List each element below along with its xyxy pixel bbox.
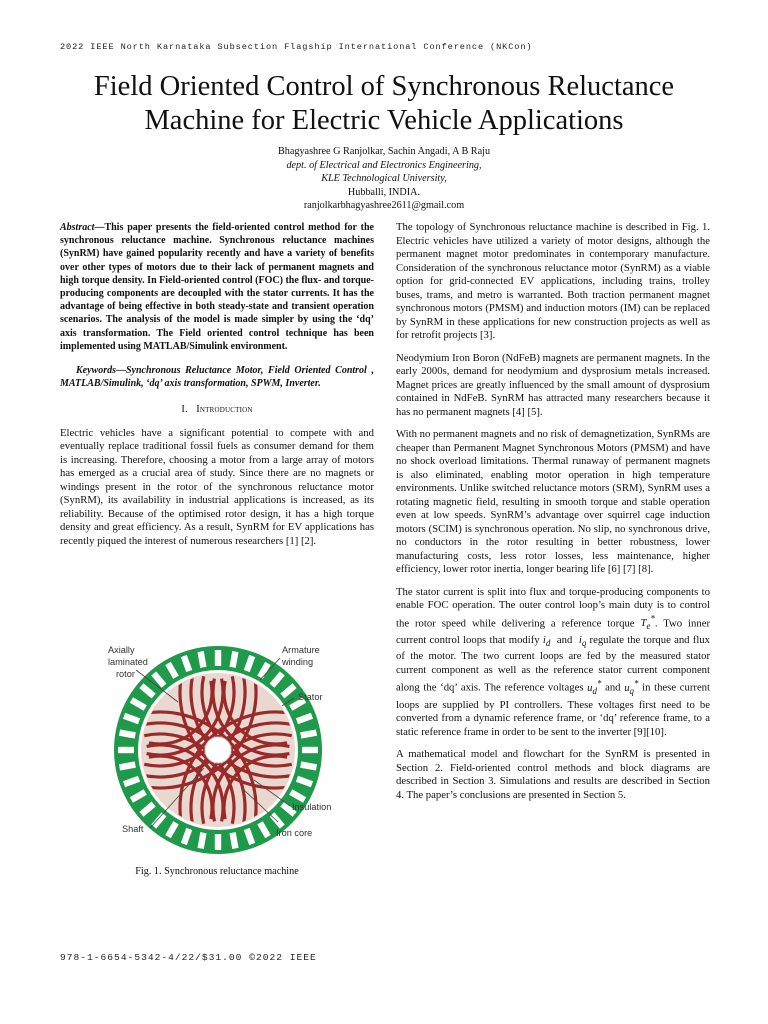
label-shaft: Shaft xyxy=(122,824,144,834)
abstract-label: Abstract xyxy=(60,222,95,233)
title-line-2: Machine for Electric Vehicle Applications xyxy=(144,105,624,136)
p4-and: and xyxy=(550,633,579,646)
label-insulation: Insulation xyxy=(292,802,332,812)
intro-paragraph-1: Electric vehicles have a significant potential to compete with and eventually replace traditional fossil fuels as consumer demand for them is increasing. Therefore, choosing a motor from a large array of motors has emerged as a crucial area of study. Since there are no magnets or windings present in the rotor of the synchronous reluctance motor (SynRM), its availability in industrial applications is increased, as its reliability. Because of the optimised rotor design, it has a high torque density and great efficiency. As a result, SynRM for EV applications has recently piqued the interest of numerous researchers [1] [2]. xyxy=(60,426,374,547)
right-paragraph-4 xyxy=(396,586,710,740)
stator-slot xyxy=(215,834,221,850)
symbol-ud: $u_d^*$ xyxy=(587,678,602,697)
right-paragraph-1: The topology of Synchronous reluctance machine is described in Fig. 1. Electric vehicles have utilized a variety of motor designs, although the permanent magnet motor predominates in contemporary manufacture. Consideration of the synchronous reluctance motor (SynRM) as a viable option for grid-connected EV applications, including trains, trolley buses, trams, and metro is warranted. Both traction permanent magnet synchronous motors (PMSM) and induction motors (IM) can be replaced by SynRM in these applications for new construction projects as well as for retrofit projects [3]. xyxy=(396,221,710,341)
synrm-diagram xyxy=(94,620,354,860)
label-winding: winding xyxy=(282,657,314,667)
figure-synrm xyxy=(94,620,354,860)
left-column xyxy=(60,221,374,557)
label-rotor: rotor xyxy=(116,669,135,679)
author-names: Bhagyashree G Ranjolkar, Sachin Angadi, A B Raju xyxy=(277,146,491,157)
figure-caption: Fig. 1. Synchronous reluctance machine xyxy=(135,866,299,877)
right-paragraph-3: With no permanent magnets and no risk of demagnetization, SynRMs are cheaper than Permanent Magnet Synchronous Motors (PMSM) and have no shock overload limitations. Thermal runaway of permanent magnets is also eliminated, enabling motor operation in high temperature environments. Unlike switched reluctance motors (SRM), SynRM uses a rotating magnetic field, resulting in smooth torque and stable operation even at low speeds. SynRM’s advantage over squirrel cage induction motors (SCIM) is synchronous operation. No slip, no synchronous drive, no conductors in the rotor resulting in better robustness, lower manufacturing costs, less rotor losses, less maintenance, higher efficiency, lower rotor inertia, longer bearing life [6] [7] [8]. xyxy=(396,428,710,575)
copyright-footer: 978-1-6654-5342-4/22/$31.00 ©2022 IEEE xyxy=(60,952,317,963)
right-paragraph-5: A mathematical model and flowchart for the SynRM is presented in Section 2. Field-oriented control methods and block diagrams are described in Section 3. Simulations and results are described in Section 4. The paper’s conclusions are presented in Section 5. xyxy=(396,748,710,801)
section-title: Introduction xyxy=(196,404,253,416)
author-dept: dept. of Electrical and Electronics Engineering, xyxy=(286,159,482,171)
label-axially: Axially xyxy=(108,645,135,655)
abstract xyxy=(60,221,374,353)
section-number: I. xyxy=(181,404,188,416)
stator-slot xyxy=(118,747,134,753)
symbol-uq: $u_q^*$ xyxy=(624,678,639,697)
label-armature: Armature xyxy=(282,645,320,655)
right-paragraph-2: Neodymium Iron Boron (NdFeB) magnets are permanent magnets. In the early 2000s, demand for neodymium and dysprosium metals increased. Magnet prices are greatly influenced by the small amount of dysprosium contained in NdFeB. SynRM has attracted many researchers because it has no permanent magnets [4] [5]. xyxy=(396,351,711,418)
label-laminated: laminated xyxy=(108,657,148,667)
keywords: Keywords—Synchronous Reluctance Motor, Field Oriented Control , MATLAB/Simulink, ‘dq’ axis transformation, SPWM, Inverter. xyxy=(60,365,374,390)
author-block xyxy=(0,145,768,213)
section-heading-introduction xyxy=(60,403,374,417)
conference-header: 2022 IEEE North Karnataka Subsection Flagship International Conference (NKCon) xyxy=(60,42,533,52)
author-city: Hubballi, INDIA. xyxy=(347,186,421,198)
symbol-id: $i_d$ xyxy=(542,633,551,648)
symbol-te: $T_e^*$ xyxy=(640,613,655,632)
shaft xyxy=(205,737,231,763)
paper-title xyxy=(0,70,768,138)
p4-text-b: . Two inner current control loops that modify xyxy=(396,617,711,646)
label-stator: Stator xyxy=(298,692,323,702)
title-line-1: Field Oriented Control of Synchronous Reluctance xyxy=(93,71,675,102)
p4-and-2: and xyxy=(601,681,625,694)
stator-slot xyxy=(302,747,318,753)
author-university: KLE Technological University, xyxy=(321,173,447,185)
abstract-text: —This paper presents the field-oriented control method for the synchronous reluctance machine. Synchronous reluctance machines (SynRM) have gained popularity recently and have a variety of benefits over other types of motors due to their lack of permanent magnets and high torque density. In Field-oriented control (FOC) the flux- and torque-producing components are decoupled with the stator currents. It has the advantage of being effective in both steady-state and transient operation scenarios. The analysis of the model is made simpler by using the ‘dq’ axis transformation. The Field oriented control technique has been implemented using MATLAB/Simulink environment. xyxy=(60,222,374,352)
right-column xyxy=(396,221,710,811)
label-iron-core: Iron core xyxy=(276,828,313,838)
author-email: ranjolkarbhagyashree2611@gmail.com xyxy=(303,200,465,212)
p4-text-d: in these current loops are supplied by PI controllers. These voltages first need to be converted from a dynamic reference frame, or ‘dq’ reference frame, to a static reference frame in order to be sent to the inverter [9][10]. xyxy=(396,681,710,738)
symbol-iq: $i_q$ xyxy=(578,633,587,648)
p4-text-a: The stator current is split into flux and torque-producing components to enable FOC operation. The outer control loop’s main duty is to control the rotor speed while delivering a reference torque xyxy=(396,585,710,630)
p4-text-c: regulate the torque and flux of the motor. The two current loops are fed by the measured stator current component as well as the reference stator current component along the ‘dq’ axis. The reference voltages xyxy=(396,633,710,694)
stator-slot xyxy=(215,650,221,666)
